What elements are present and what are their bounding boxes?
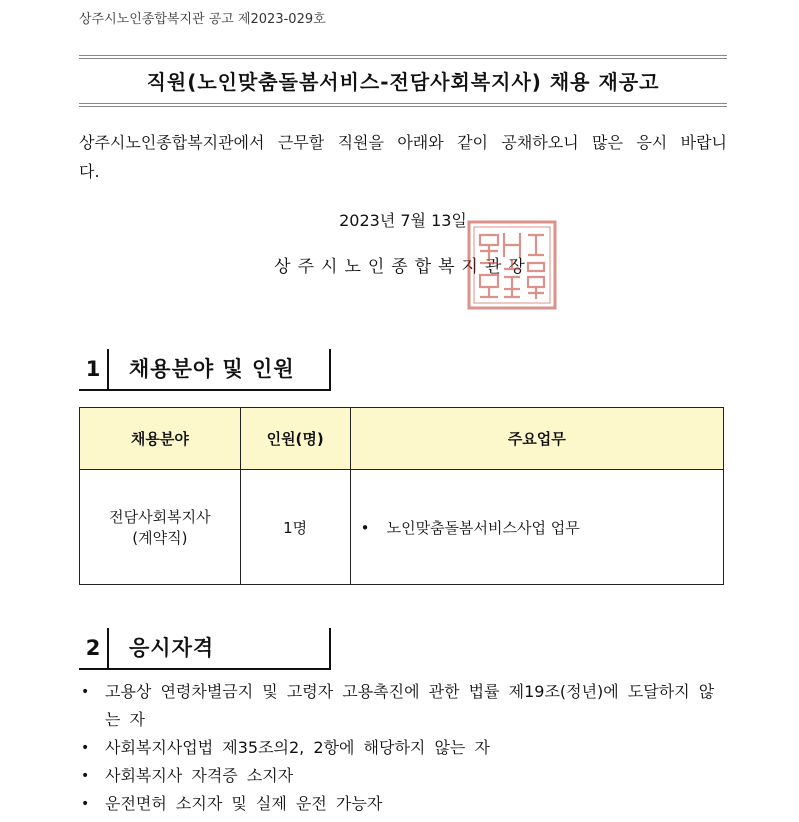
- section-2-right-edge: [329, 628, 331, 668]
- cell-count: 1명: [240, 470, 350, 585]
- table-header-row: [80, 408, 724, 470]
- list-item-text: 고용상 연령차별금지 및 고령자 고용촉진에 관한 법률 제19조(정년)에 도달하지 않는 자: [105, 682, 715, 729]
- official-seal-icon: [466, 219, 558, 311]
- cell-duty: [350, 470, 723, 585]
- duty-text: 노인맞춤돌봄서비스사업 업무: [386, 518, 580, 537]
- list-item-text: 사회복지사업법 제35조의2, 2항에 해당하지 않는 자: [105, 738, 490, 757]
- section-1-right-edge: [329, 349, 331, 389]
- table-row: [80, 470, 724, 585]
- list-item: [79, 734, 727, 762]
- recruitment-table: [79, 407, 724, 585]
- section-2-underline: [79, 668, 331, 670]
- section-1-underline: [79, 389, 331, 391]
- title-top-rule: [79, 55, 727, 56]
- section-1-header: [79, 349, 331, 389]
- list-item-text: 사회복지사 자격증 소지자: [105, 766, 294, 785]
- col-header-count: 인원(명): [240, 408, 350, 470]
- bullet-icon: •: [81, 684, 90, 700]
- bullet-icon: •: [360, 518, 370, 537]
- list-item-text: 운전면허 소지자 및 실제 운전 가능자: [105, 794, 383, 813]
- qualification-list: [79, 678, 727, 818]
- cell-field: [80, 470, 241, 585]
- section-1-separator: [107, 349, 109, 389]
- section-2-title: 응시자격: [129, 636, 215, 660]
- section-2-header: [79, 628, 331, 668]
- notice-number: 상주시노인종합복지관 공고 제2023-029호: [79, 12, 326, 27]
- bullet-icon: •: [81, 768, 90, 784]
- section-1-title: 채용분야 및 인원: [129, 357, 295, 381]
- document-title: 직원(노인맞춤돌봄서비스-전담사회복지사) 채용 재공고: [146, 70, 660, 94]
- list-item: [79, 678, 727, 734]
- section-2-number: 2: [85, 636, 101, 660]
- list-item: [79, 790, 727, 818]
- col-header-field: 채용분야: [80, 408, 241, 470]
- col-header-duty: 주요업무: [350, 408, 723, 470]
- intro-paragraph: 상주시노인종합복지관에서 근무할 직원을 아래와 같이 공채하오니 많은 응시 바랍니다.: [79, 133, 727, 181]
- notice-date: 2023년 7월 13일: [339, 211, 467, 230]
- bullet-icon: •: [81, 796, 90, 812]
- field-type: (계약직): [132, 529, 188, 547]
- title-bottom-rule: [79, 106, 727, 107]
- title-top-rule-inner: [79, 58, 727, 59]
- bullet-icon: •: [81, 740, 90, 756]
- section-2-separator: [107, 628, 109, 668]
- title-bottom-rule-inner: [79, 103, 727, 104]
- list-item: [79, 762, 727, 790]
- issuer-name: 상주시노인종합복지관장: [274, 257, 532, 277]
- section-1-number: 1: [85, 357, 101, 381]
- field-name: 전담사회복지사: [109, 508, 211, 526]
